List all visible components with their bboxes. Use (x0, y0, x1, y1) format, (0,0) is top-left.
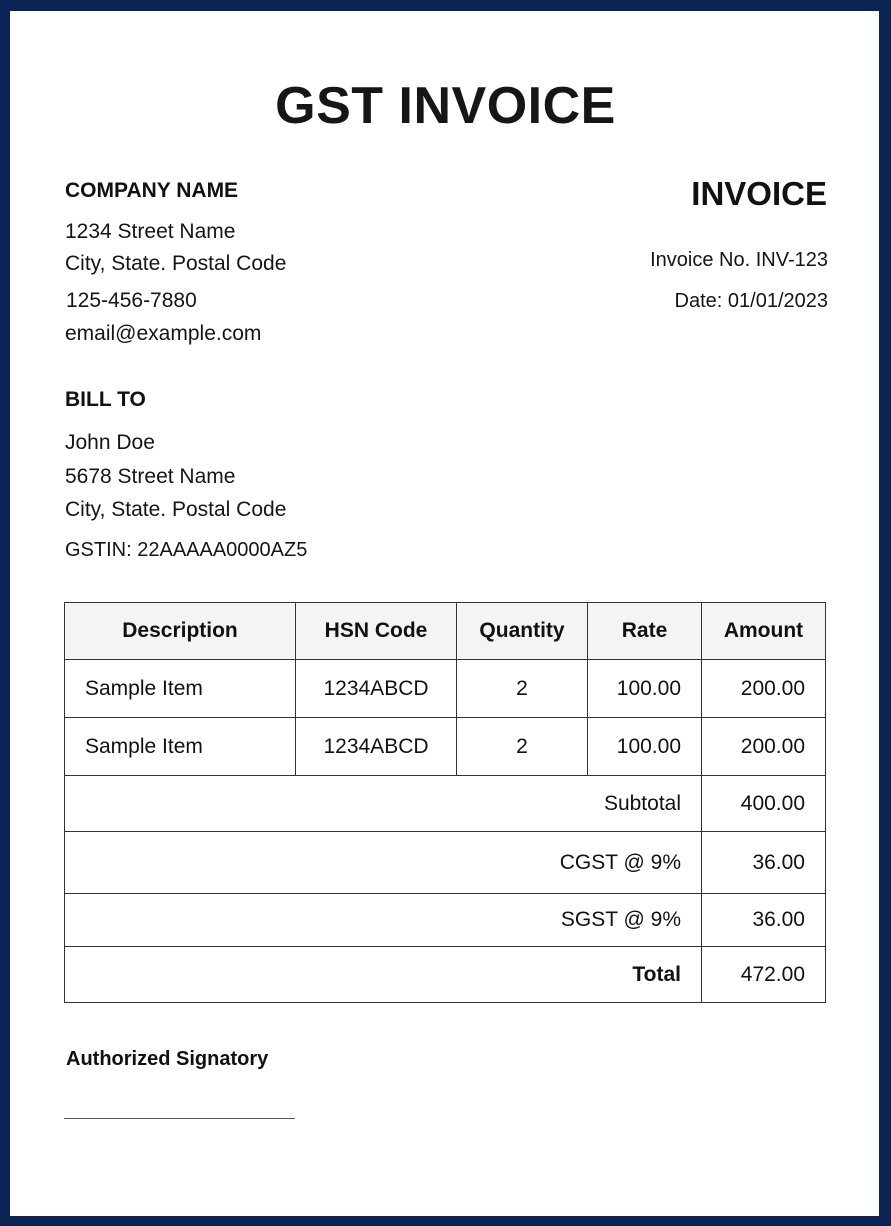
table-row (65, 718, 826, 776)
header-rate: Rate (588, 603, 702, 660)
invoice-heading: INVOICE (691, 175, 827, 212)
invoice-date: Date: 01/01/2023 (674, 290, 828, 312)
company-city: City, State. Postal Code (65, 252, 287, 275)
cgst-value: 36.00 (702, 832, 826, 894)
company-name: COMPANY NAME (65, 179, 239, 202)
bill-to-street: 5678 Street Name (65, 465, 236, 488)
sgst-value: 36.00 (702, 894, 826, 947)
header-description: Description (65, 603, 296, 660)
table-row (65, 660, 826, 718)
subtotal-label: Subtotal (65, 776, 702, 832)
bill-to-heading: BILL TO (65, 388, 146, 411)
total-label: Total (65, 947, 702, 1003)
cell-description: Sample Item (65, 718, 296, 776)
company-email: email@example.com (65, 322, 262, 345)
company-phone: 125-456-7880 (66, 289, 197, 312)
subtotal-value: 400.00 (702, 776, 826, 832)
invoice-number: Invoice No. INV-123 (650, 249, 828, 271)
items-table (64, 602, 826, 1003)
cell-amount: 200.00 (702, 718, 826, 776)
cgst-row (65, 832, 826, 894)
table-header-row (65, 603, 826, 660)
company-street: 1234 Street Name (65, 220, 236, 243)
cell-rate: 100.00 (588, 718, 702, 776)
bill-to-gstin: GSTIN: 22AAAAA0000AZ5 (65, 539, 308, 561)
cell-description: Sample Item (65, 660, 296, 718)
header-quantity: Quantity (457, 603, 588, 660)
total-row (65, 947, 826, 1003)
cell-quantity: 2 (457, 718, 588, 776)
authorized-signatory-label: Authorized Signatory (66, 1048, 269, 1070)
bill-to-city: City, State. Postal Code (65, 498, 287, 521)
header-hsn-code: HSN Code (296, 603, 457, 660)
cell-hsn-code: 1234ABCD (296, 660, 457, 718)
signature-line (64, 1118, 295, 1119)
cell-rate: 100.00 (588, 660, 702, 718)
cell-hsn-code: 1234ABCD (296, 718, 457, 776)
sgst-label: SGST @ 9% (65, 894, 702, 947)
subtotal-row (65, 776, 826, 832)
sgst-row (65, 894, 826, 947)
cgst-label: CGST @ 9% (65, 832, 702, 894)
cell-amount: 200.00 (702, 660, 826, 718)
total-value: 472.00 (702, 947, 826, 1003)
header-amount: Amount (702, 603, 826, 660)
document-title: GST INVOICE (275, 77, 616, 135)
bill-to-name: John Doe (65, 431, 155, 454)
cell-quantity: 2 (457, 660, 588, 718)
